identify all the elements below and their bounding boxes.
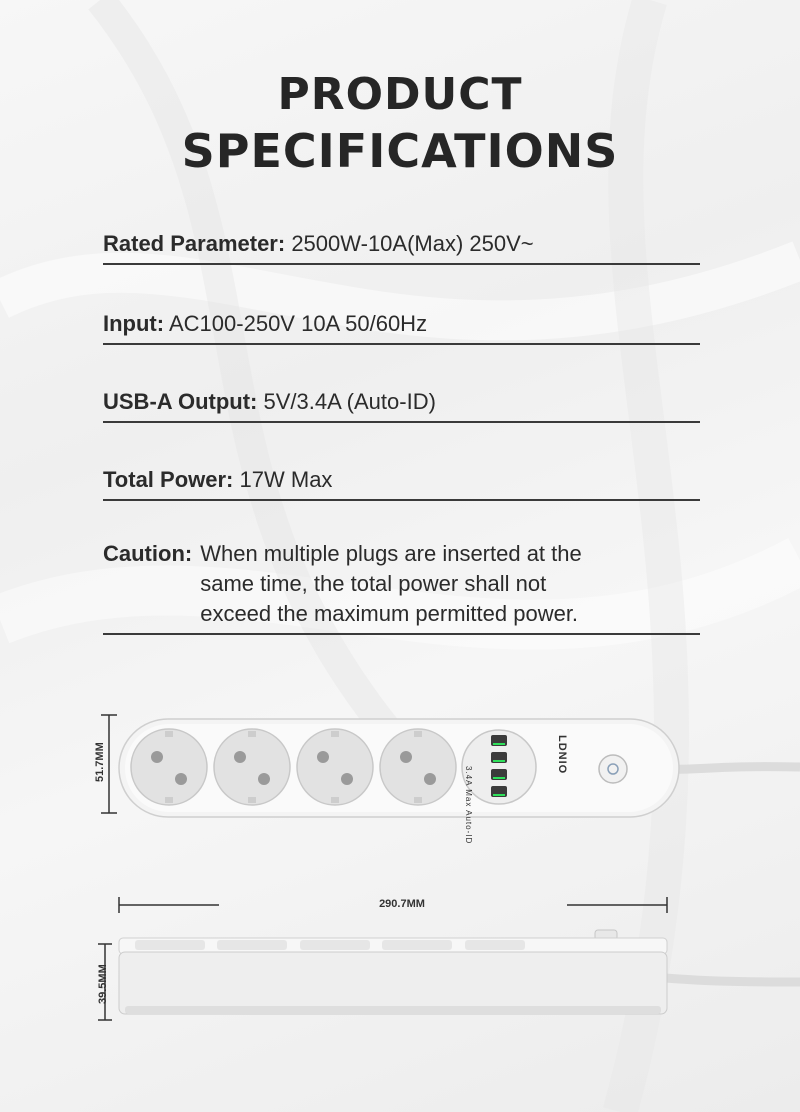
spec-input (103, 309, 700, 345)
length-dimension: 290.7MM (379, 898, 425, 910)
spec-label: Total Power: (103, 467, 234, 492)
usb-label: 3.4A Max Auto-ID (464, 766, 473, 845)
spec-usb-output (103, 387, 700, 423)
caution-line: same time, the total power shall not (200, 571, 547, 596)
spec-label: Input: (103, 311, 165, 336)
height-dimension-side: 39.5MM (97, 964, 109, 1004)
power-strip-top-view (95, 705, 800, 825)
caution-label: Caution: (103, 541, 193, 566)
spec-value: AC100-250V 10A 50/60Hz (169, 311, 428, 336)
caution-line: When multiple plugs are inserted at the (200, 541, 582, 566)
spec-value: 5V/3.4A (Auto-ID) (263, 389, 436, 414)
spec-value: 17W Max (239, 467, 333, 492)
page-title-line1: PRODUCT (277, 69, 523, 120)
caution-line: exceed the maximum permitted power. (200, 601, 579, 626)
page-title-line2: SPECIFICATIONS (181, 124, 619, 178)
spec-value: 2500W-10A(Max) 250V~ (291, 231, 534, 256)
spec-rated-parameter (103, 229, 700, 265)
spec-label: Rated Parameter: (103, 231, 286, 256)
height-dimension-top: 51.7MM (94, 742, 106, 782)
caution-block (103, 539, 700, 635)
spec-total-power (103, 465, 700, 501)
spec-label: USB-A Output: (103, 389, 258, 414)
power-strip-side-view (95, 928, 800, 1028)
brand-logo: LDNIO (556, 735, 568, 775)
